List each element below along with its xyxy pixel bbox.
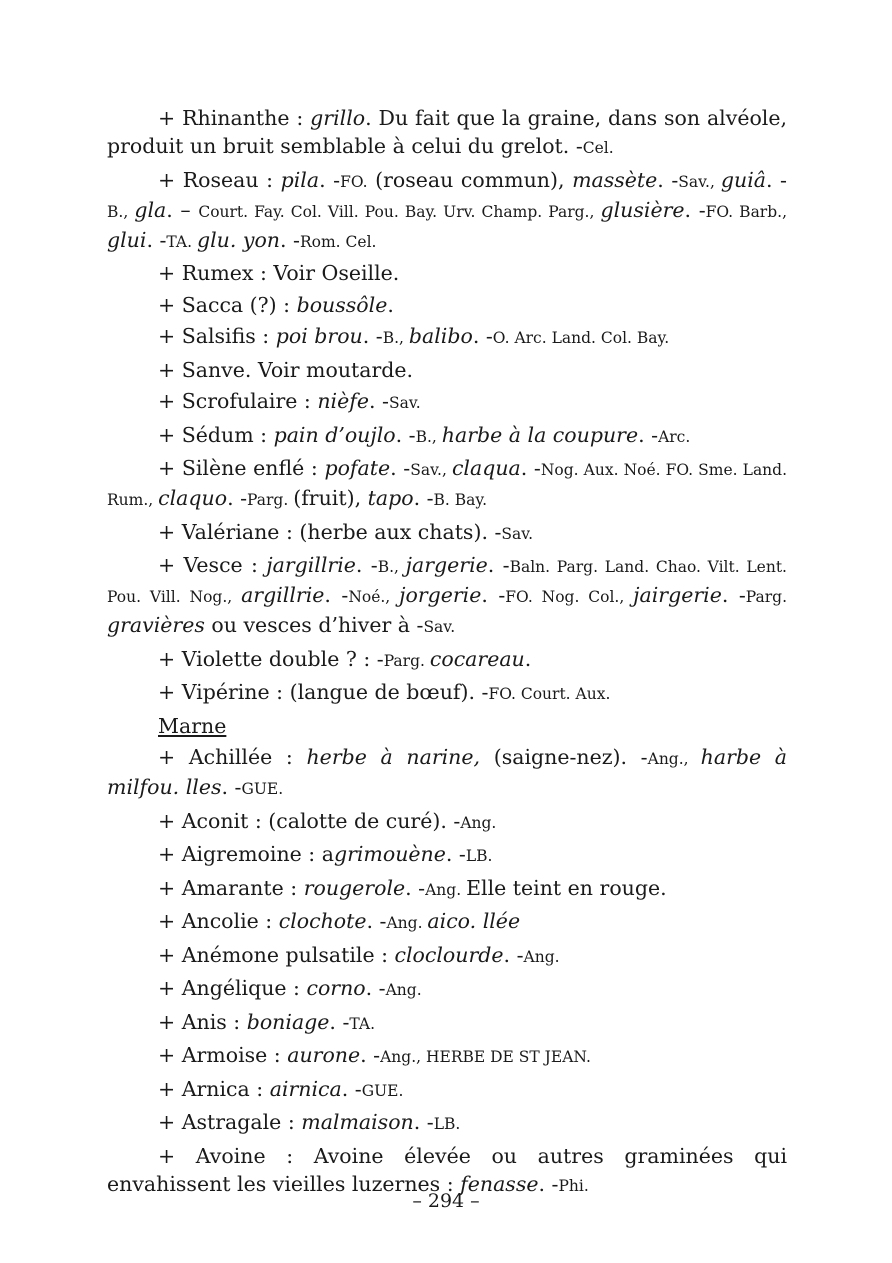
glossary-entry [107,1008,787,1038]
page-number: – 294 – [412,1190,480,1212]
entry-text: (roseau commun), [367,167,573,192]
entry-text: . - [366,909,387,933]
entry-text: + Scrofulaire : [158,389,318,413]
locality-abbrev: Sav. [501,524,534,543]
entry-text: . - [329,1009,350,1034]
locality-abbrev: Ang., [647,750,701,768]
dialect-term: boniage [246,1009,330,1034]
locality-abbrev: Nog. Aux. Noé. FO. Sme. Land. Rum., [107,461,788,509]
glossary-entry [107,907,787,937]
entry-text: + Valériane : (herbe aux chats). - [158,519,502,544]
glossary-entry [107,166,787,256]
glossary-entry [107,356,787,384]
locality-abbrev: Sav. [388,394,421,412]
entry-text: . - [324,583,349,607]
entry-text: . - [538,1171,559,1196]
dialect-term: harbe à la coupure [441,422,639,447]
entry-text: . - [520,456,541,480]
dialect-term: massète [572,167,658,192]
dialect-term: clochote [278,909,367,933]
glossary-entry [107,518,787,548]
dialect-term: claqua [451,456,521,480]
entry-text: . - [405,875,426,900]
locality-abbrev: FO. Barb., [705,202,787,221]
locality-abbrev: LB. [465,847,493,865]
entry-text: + Sédum : [158,422,274,447]
entry-text: . - [227,486,248,510]
entry-text: . - [413,486,434,510]
entry-text: + Violette double ? : - [158,646,384,671]
dialect-term: jorgerie [399,583,482,607]
locality-abbrev: Baln. Parg. Land. Chao. Vilt. Lent. Pou. Vill. Nog., [107,558,787,606]
glossary-entry [107,421,787,451]
locality-abbrev: Sav. [423,618,456,636]
glossary-entry [107,104,787,162]
dialect-term: corno [306,976,366,1000]
dialect-term: aico. llée [427,909,521,933]
locality-abbrev: B., [382,329,409,347]
locality-abbrev: Cel. [582,139,614,157]
glossary-entry [107,259,787,287]
locality-abbrev: Parg. [745,588,788,606]
entry-text: + Achillée : [158,745,307,769]
entry-text: . – [166,197,199,222]
entry-text: + Avoine : Avoine élevée ou autres graminées qui envahissent les vieilles luzernes : [107,1143,787,1196]
entry-text: + Anis : [158,1009,247,1034]
entry-text: + Aigremoine : a [158,842,334,866]
dialect-term: argillrie [241,583,325,607]
entry-text: . [387,292,394,317]
glossary-entry [107,678,787,708]
entry-text: Elle teint en rouge. [466,875,667,900]
dialect-term: jairgerie [633,583,722,607]
dialect-term: pila [280,167,320,192]
dialect-term: grimouène [333,842,446,866]
entry-text: + Silène enflé : [158,456,325,480]
entry-text: . - [684,197,706,222]
entry-text: + Armoise : [158,1043,288,1067]
locality-abbrev: GUE. [361,1081,404,1100]
entry-text: + Anémone pulsatile : [158,942,395,967]
entry-text: + Vipérine : (langue de bœuf). - [158,680,489,704]
entry-text: . - [638,422,659,447]
glossary-entry [107,322,787,352]
locality-abbrev: Ang. [460,813,497,832]
locality-abbrev: Phi. [558,1176,589,1195]
locality-abbrev: FO. [340,172,368,191]
locality-abbrev: B. Bay. [433,491,488,509]
locality-abbrev: Court. Fay. Col. Vill. Pou. Bay. Urv. Champ. Parg., [198,202,601,221]
dialect-term: grillo [310,106,366,130]
entry-text: + Roseau : [158,167,281,192]
locality-abbrev: Arc. [658,427,691,446]
entry-text: + Angélique : [158,976,307,1000]
dialect-term: poi brou [275,324,363,348]
entry-text: . - [395,422,416,447]
entry-text: . - [503,942,524,967]
entry-text: . - [390,456,411,480]
entry-text: + Vesce : [158,553,267,577]
glossary-entry [107,387,787,417]
entry-text: . - [765,167,787,192]
dialect-term: balibo [408,324,473,348]
locality-abbrev: Parg. [247,491,294,509]
locality-abbrev: FO. Court. Aux. [488,685,611,703]
entry-text: . - [360,1043,381,1067]
locality-abbrev: Ang. [386,914,428,932]
entry-text: . - [657,167,679,192]
entry-text: . - [280,227,300,252]
entry-text: + Aconit : (calotte de curé). - [158,808,461,833]
entry-text: . - [146,227,167,252]
entry-text: . Du fait que la graine, dans son alvéole, produit un bruit semblable à celui du grelot. - [107,106,787,158]
dialect-term: boussôle [296,292,388,317]
entry-text: . - [721,583,746,607]
locality-abbrev: Rom. Cel. [299,232,377,251]
dialect-term: malmaison [301,1110,414,1134]
locality-abbrev: GUE. [241,780,284,798]
section-heading: Marne [158,713,227,738]
dialect-term: gla [134,197,167,222]
locality-abbrev: Noé., [348,588,400,606]
entry-text: + Sanve. Voir moutarde. [158,357,414,382]
glossary-entry [107,1075,787,1105]
dialect-term: cloclourde [394,942,504,967]
entry-text: ou vesces d’hiver à - [204,613,424,637]
entry-text: . - [341,1076,362,1101]
locality-abbrev: FO. Nog. Col., [505,588,634,606]
dialect-term: jargerie [405,553,488,577]
locality-abbrev: Ang., HERBE DE ST JEAN. [380,1048,591,1066]
entry-text: . [524,646,532,671]
document-body [107,104,787,1203]
locality-abbrev: Sav., [410,461,452,479]
locality-abbrev: Ang. [523,947,560,966]
glossary-entry [107,454,787,514]
dialect-term: claquo [158,486,228,510]
entry-text: . - [368,389,389,413]
glossary-entry [107,551,787,641]
dialect-term: fenasse [460,1171,539,1196]
dialect-term: glusière [600,197,685,222]
dialect-term: glui [107,227,147,252]
glossary-entry [107,874,787,904]
entry-text: . - [472,324,493,348]
dialect-term: airnica [269,1076,342,1101]
glossary-entry [107,1108,787,1138]
entry-text: + Rumex : Voir Oseille. [158,261,400,285]
entry-text: . - [362,324,383,348]
locality-abbrev: Ang. [385,981,422,999]
glossary-entry [107,645,787,675]
entry-text: + Arnica : [158,1076,270,1101]
glossary-entry [107,941,787,971]
locality-abbrev: B., [377,558,406,576]
dialect-term: glu. yon [196,227,281,252]
entry-text: . - [355,553,378,577]
glossary-entry [107,743,787,803]
glossary-entry [107,291,787,319]
entry-text: . - [413,1110,434,1134]
dialect-term: pain d’oujlo [273,422,396,447]
dialect-term: tapo [367,486,414,510]
glossary-entry [107,840,787,870]
locality-abbrev: Sav., [678,172,721,191]
glossary-entry [107,974,787,1004]
dialect-term: rougerole [303,875,406,900]
locality-abbrev: LB. [433,1115,461,1133]
dialect-term: gravières [107,613,205,637]
dialect-term: herbe à narine, [306,745,481,769]
entry-text: (saigne-nez). - [480,745,648,769]
dialect-term: pofate [324,456,391,480]
locality-abbrev: Parg. [383,651,430,670]
locality-abbrev: O. Arc. Land. Col. Bay. [492,329,670,347]
dialect-term: harbe à milfou. lles [107,745,788,799]
entry-text: . - [481,583,506,607]
entry-text: + Rhinanthe : [158,106,311,130]
glossary-entry [107,807,787,837]
dialect-term: nièfe [317,389,369,413]
locality-abbrev: TA. [166,232,197,251]
locality-abbrev: B., [107,202,135,221]
entry-text: + Sacca (?) : [158,292,297,317]
entry-text: + Ancolie : [158,909,279,933]
entry-text: + Amarante : [158,875,304,900]
locality-abbrev: Ang. [425,880,467,899]
glossary-entry [107,1041,787,1071]
entry-text: . - [221,775,242,799]
dialect-term: guiâ [720,167,766,192]
entry-text: . - [445,842,466,866]
dialect-term: cocareau [429,646,525,671]
entry-text: + Astragale : [158,1110,302,1134]
locality-abbrev: B., [415,427,442,446]
entry-text: + Salsifis : [158,324,276,348]
dialect-term: aurone [287,1043,361,1067]
entry-text: . - [365,976,386,1000]
locality-abbrev: TA. [349,1014,376,1033]
entry-text: . - [319,167,341,192]
dialect-term: jargillrie [266,553,356,577]
entry-text: (fruit), [293,486,368,510]
entry-text: . - [487,553,510,577]
